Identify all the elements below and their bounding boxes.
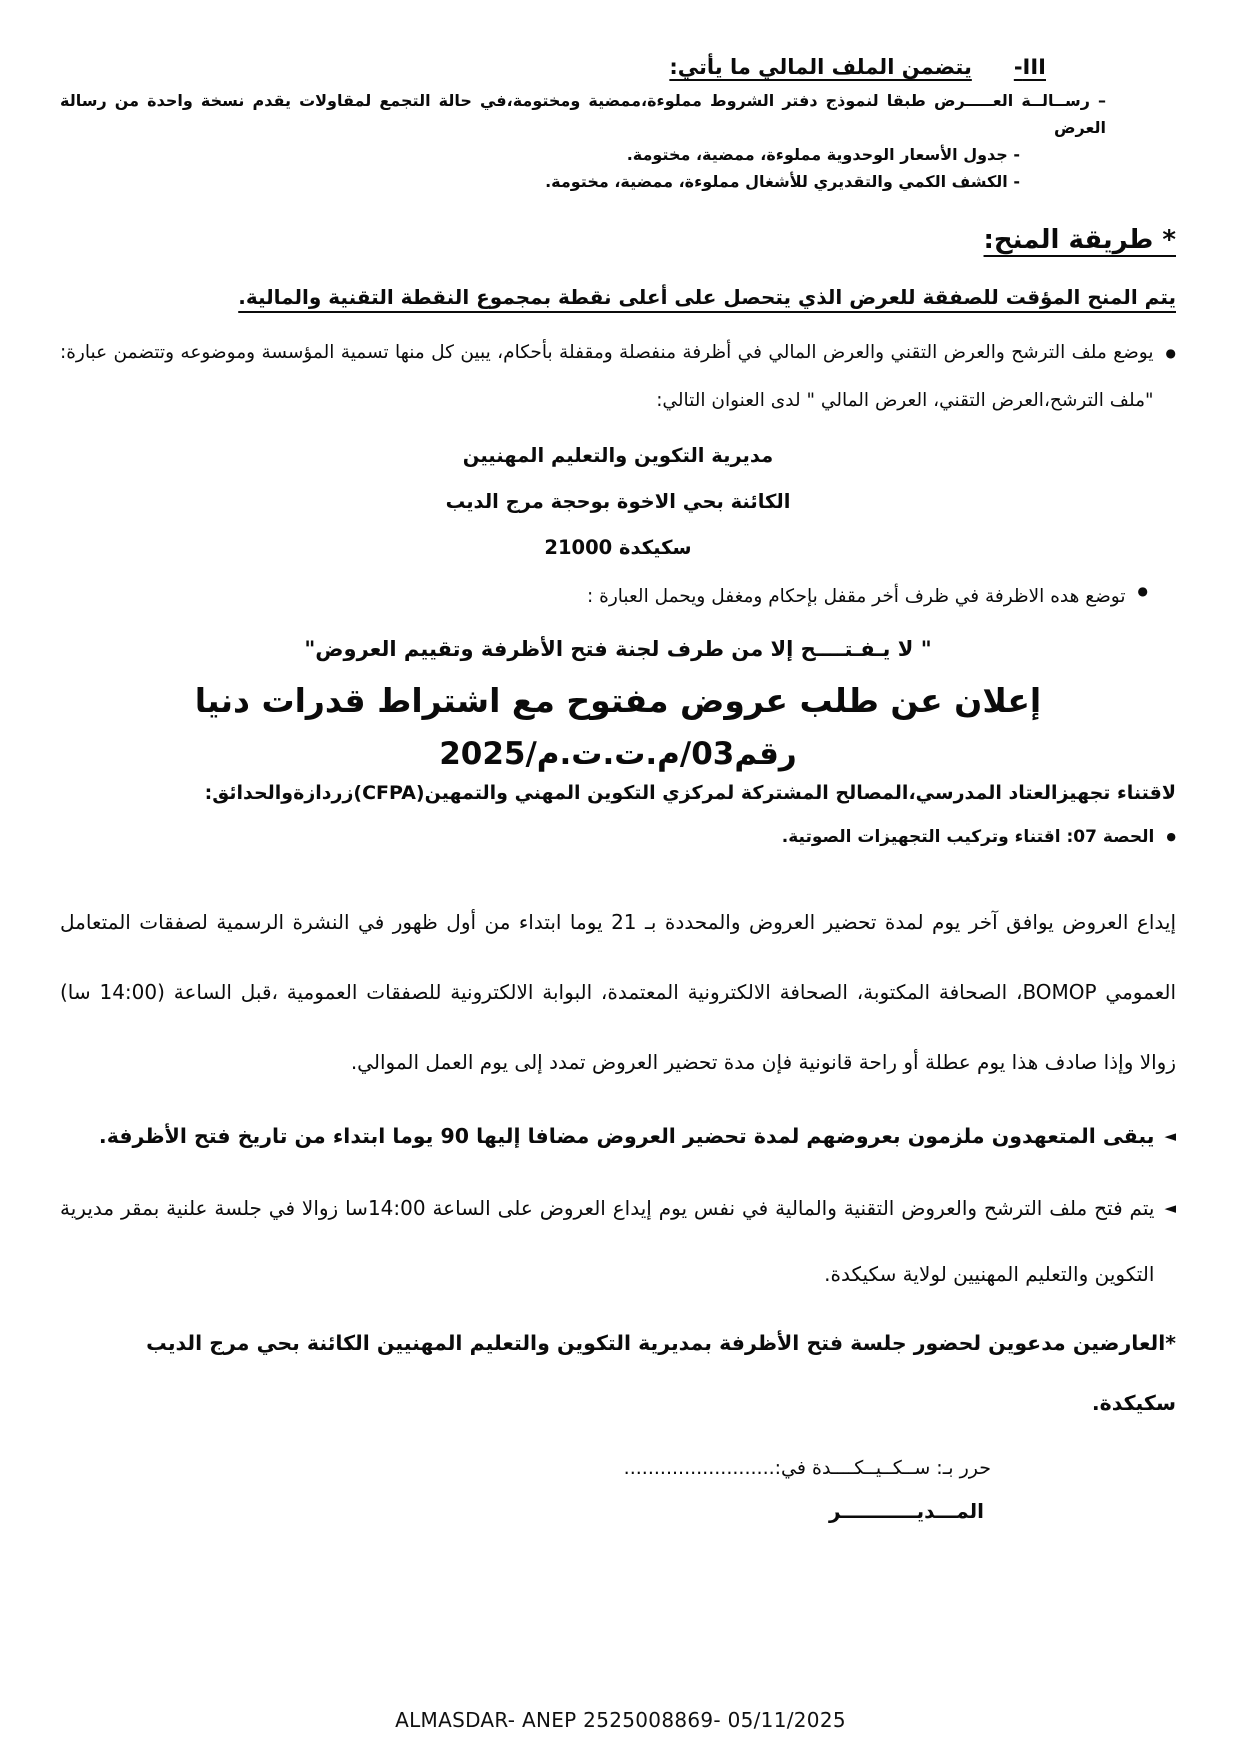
envelope-opening-row [60, 1175, 1176, 1307]
bullet-icon: ● [1137, 584, 1148, 599]
authority-street: الكائنة بحي الاخوة بوحجة مرج الديب [445, 490, 791, 514]
bullet-icon: ● [1166, 829, 1176, 843]
arrow-icon: ◄ [1164, 1198, 1176, 1217]
outer-envelope-instruction-text: توضع هده الاظرفة في ظرف أخر مقفل بإحكام ومغفل ويحمل العبارة : [587, 586, 1126, 608]
financial-item-quantitative-estimate: - الكشف الكمي والتقديري للأشغال مملوءة، ممضية، مختومة. [545, 172, 1020, 192]
announcement-number: رقم03/م.ت.ت.م/2025 [439, 735, 797, 772]
deposit-terms-paragraph: إيداع العروض يوافق آخر يوم لمدة تحضير العروض والمحددة بـ 21 يوما ابتداء من أول ظهور في النشرة الرسمية لصفقات المتعامل العمومي BOMOP، الصحافة المكتوبة، الصحافة الالكترونية المعتمدة، البوابة الالكترونية للصفقات العمومية ،قبل الساعة (14:00 سا) زوالا وإذا صادف هذا يوم عطلة أو راحة قانونية فإن مدة تحضير العروض تمدد إلى يوم العمل الموالي. [60, 909, 1176, 1074]
financial-item-offer-letter: – رســالــة العـــــرض طبقا لنموذج دفتر الشروط مملوءة،ممضية ومختومة،في حالة التجمع لمقاولات يقدم نسخة واحدة من رسالة العرض [60, 90, 1106, 137]
bidders-invitation-note: *العارضين مدعوين لحضور جلسة فتح الأظرفة بمديرية التكوين والتعليم المهنيين الكائنة بحي مرج الديب سكيكدة. [146, 1330, 1176, 1415]
envelope-instruction-text: يوضع ملف الترشح والعرض التقني والعرض المالي في أظرفة منفصلة ومقفلة بأحكام، يبين كل منها تسمية المؤسسة وموضوعه وتتضمن عبارة: "ملف الترشح،العرض التقني، العرض المالي " لدى العنوان التالي: [60, 342, 1154, 412]
lot-item-text: الحصة 07: اقتناء وتركيب التجهيزات الصوتية. [781, 826, 1155, 847]
bullet-icon: ● [1165, 346, 1176, 361]
award-method-statement: يتم المنح المؤقت للصفقة للعرض الذي يتحصل على أعلى نقطة بمجموع النقطة التقنية والمالية. [238, 285, 1176, 310]
offer-validity-row [60, 1103, 1176, 1169]
outer-envelope-instruction-row [60, 581, 1148, 612]
arrow-icon: ◄ [1164, 1126, 1176, 1145]
offer-validity-text: يبقى المتعهدون ملزمون بعروضهم لمدة تحضير العروض مضافا إليها 90 يوما ابتداء من تاريخ فتح الأظرفة. [98, 1123, 1155, 1148]
signature-director: المـــديـــــــــــر [829, 1498, 984, 1523]
award-method-heading: * طريقة المنح: [983, 225, 1176, 256]
envelope-instruction-row [60, 329, 1176, 425]
anep-reference: ALMASDAR- ANEP 2525008869- 05/11/2025 [395, 1708, 846, 1732]
financial-item-unit-prices: - جدول الأسعار الوحدوية مملوءة، ممضية، مختومة. [626, 144, 1020, 164]
authority-name: مديرية التكوين والتعليم المهنيين [462, 444, 774, 468]
announcement-subject: لاقتناء تجهيزالعتاد المدرسي،المصالح المشتركة لمركزي التكوين المهني والتمهين(CFPA)زردازةوالحدائق: [204, 781, 1176, 804]
announcement-title: إعلان عن طلب عروض مفتوح مع اشتراط قدرات دنيا [194, 680, 1042, 720]
envelope-quote: " لا يـفـتــــح إلا من طرف لجنة فتح الأظرفة وتقييم العروض" [304, 636, 932, 661]
authority-city-postal: سكيكدة 21000 [544, 536, 692, 560]
lot-item-row [60, 824, 1176, 851]
section-number: III- [1013, 55, 1046, 79]
envelope-opening-text: يتم فتح ملف الترشح والعروض التقنية والمالية في نفس يوم إيداع العروض على الساعة 14:00سا زوالا في جلسة علنية بمقر مديرية التكوين والتعليم المهنيين لولاية سكيكدة. [60, 1195, 1155, 1286]
financial-file-heading [60, 52, 1046, 84]
signature-place-date: حرر بـ: ســكــيــكــــدة في:......................... [623, 1456, 991, 1479]
section-title: يتضمن الملف المالي ما يأتي: [669, 55, 972, 79]
